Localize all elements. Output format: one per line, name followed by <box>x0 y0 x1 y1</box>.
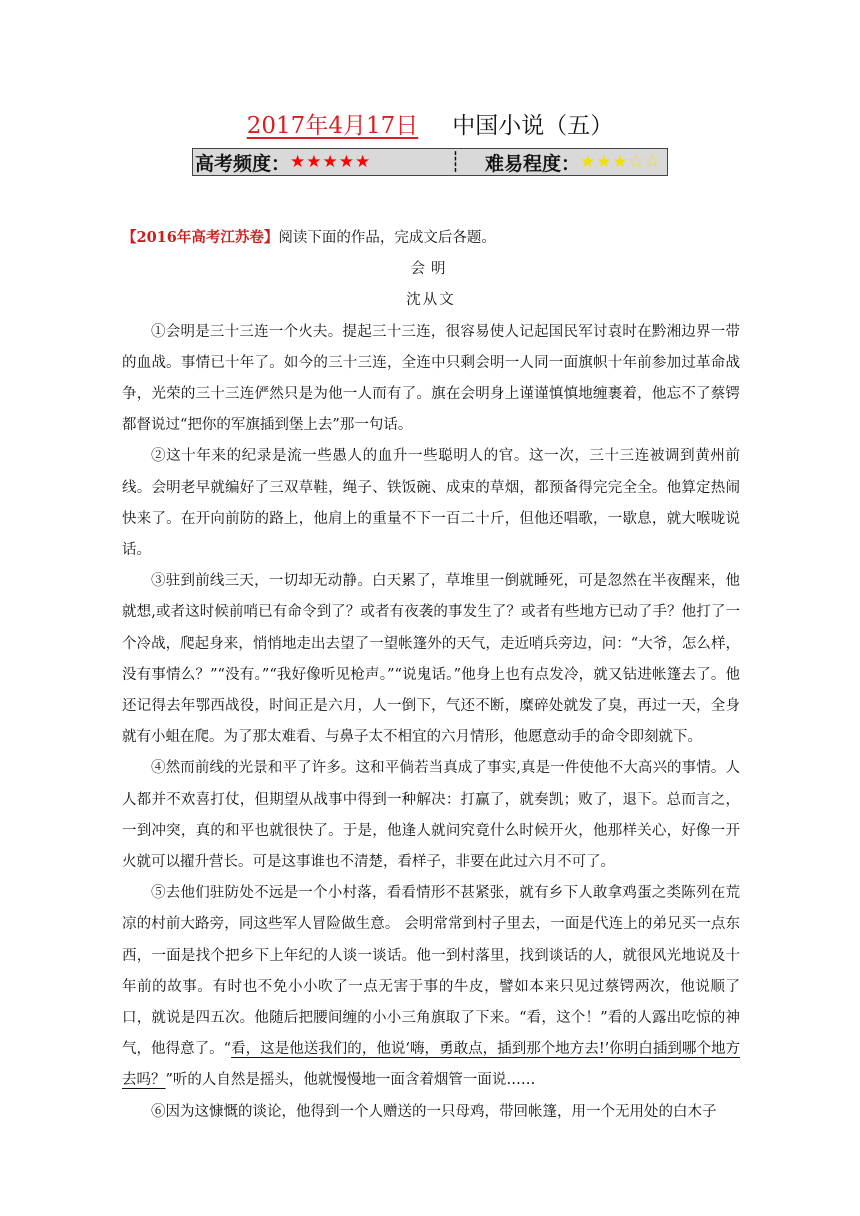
frequency-label: 高考频度： <box>195 152 291 175</box>
exercise-intro <box>122 222 740 254</box>
page-header <box>0 108 860 144</box>
paragraph-2: ②这十年来的纪录是流一些愚人的血升一些聪明人的官。这一次，三十三连被调到黄州前线。会明老早就编好了三双草鞋，绳子、铁饭碗、成束的草烟，都预备得完完全全。他算定热闹快来了。在开向前防的路上，他肩上的重量不下一百二十斤，但他还唱歌，一歇息，就大喉咙说话。 <box>122 448 740 559</box>
difficulty-filled-stars-icon: ★★★ <box>580 152 629 172</box>
difficulty-label: 难易程度： <box>485 152 581 175</box>
paragraph-5-end: ”听的人自然是摇头，他就慢慢地一面含着烟管一面说…… <box>165 1072 536 1089</box>
paragraph-6: ⑥因为这慷慨的谈论，他得到一个人赠送的一只母鸡，带回帐篷，用一个无用处的白木子 <box>151 1103 717 1120</box>
rating-separator: ┊ <box>449 151 461 173</box>
paragraph-4: ④然而前线的光景和平了许多。这和平倘若当真成了事实,真是一件使他不大高兴的事情。人人都并不欢喜打仗，但期望从战事中得到一种解决：打赢了，就奏凯；败了，退下。总而言之，一到冲突，真的和平也就很快了。于是，他逢人就问究竟什么时候开火，他那样关心，好像一开火就可以擢升营长。可是这事谁也不清楚，看样子，非要在此过六月不可了。 <box>122 760 740 871</box>
paragraph-5-underlined-quote: 看，这是他送我们的，他说‘嗨，勇敢点，插到那个地方去!’你明白插到哪个地方去吗？ <box>122 1041 740 1089</box>
work-author: 沈从文 <box>406 292 456 309</box>
frequency-rating <box>193 149 435 176</box>
paragraph-5 <box>122 878 740 1096</box>
exercise-instruction: 阅读下面的作品，完成文后各题。 <box>278 230 496 246</box>
difficulty-empty-stars-icon: ☆☆ <box>628 152 662 172</box>
paragraph-1: ①会明是三十三连一个火夫。提起三十三连，很容易使人记起国民军讨袁时在黔湘边界一带的血战。事情已十年了。如今的三十三连，全连中只剩会明一人同一面旗帜十年前参加过革命战争，光荣的三十三连俨然只是为他一人而有了。旗在会明身上谨谨慎慎地缠裹着，他忘不了蔡锷都督说过“把你的军旗插到堡上去”那一句话。 <box>122 323 740 434</box>
paragraph-5-text: ⑤去他们驻防处不远是一个小村落，看看情形不甚紧张，就有乡下人敢拿鸡蛋之类陈列在荒凉的村前大路旁，同这些军人冒险做生意。 会明常常到村子里去，一面是代连上的弟兄买一点东西，一面是找个把乡下上年纪的人谈一谈话。他一到村落里，找到谈话的人，就很风光地说及十年前的故事。有时也不免小小吹了一点无害于事的牛皮，譬如本来只见过蔡锷两次，他说顺了口，就说是四五次。他随后把腰间缠的小小三角旗取了下来。“看，这个！”看的人露出吃惊的神气，他得意了。“ <box>122 885 740 1058</box>
paragraph-3: ③驻到前线三天，一切却无动静。白天累了，草堆里一倒就睡死，可是忽然在半夜醒来，他就想,或者这时候前哨已有命令到了？或者有夜袭的事发生了？或者有些地方已动了手？他打了一个冷战，爬起身来，悄悄地走出去望了一望帐篷外的天气，走近哨兵旁边，问：“大爷，怎么样，没有事情么？”“没有。”“我好像听见枪声。”“说鬼话。”他身上也有点发冷，就又钻进帐篷去了。他还记得去年鄂西战役，时间正是六月，人一倒下，气还不断，糜碎处就发了臭，再过一天，全身就有小蛆在爬。为了那太难看、与鼻子太不相宜的六月情形，他愿意动手的命令即刻就下。 <box>122 573 740 746</box>
work-title: 会明 <box>410 261 452 278</box>
header-date: 2017年4月17日 <box>246 113 419 139</box>
exercise-source: 【2016年高考江苏卷】 <box>122 229 279 246</box>
header-topic: 中国小说（五） <box>452 113 614 139</box>
reading-passage <box>122 222 740 1128</box>
difficulty-rating <box>475 149 661 176</box>
frequency-stars-icon: ★★★★★ <box>290 152 372 172</box>
rating-bar <box>192 148 668 176</box>
